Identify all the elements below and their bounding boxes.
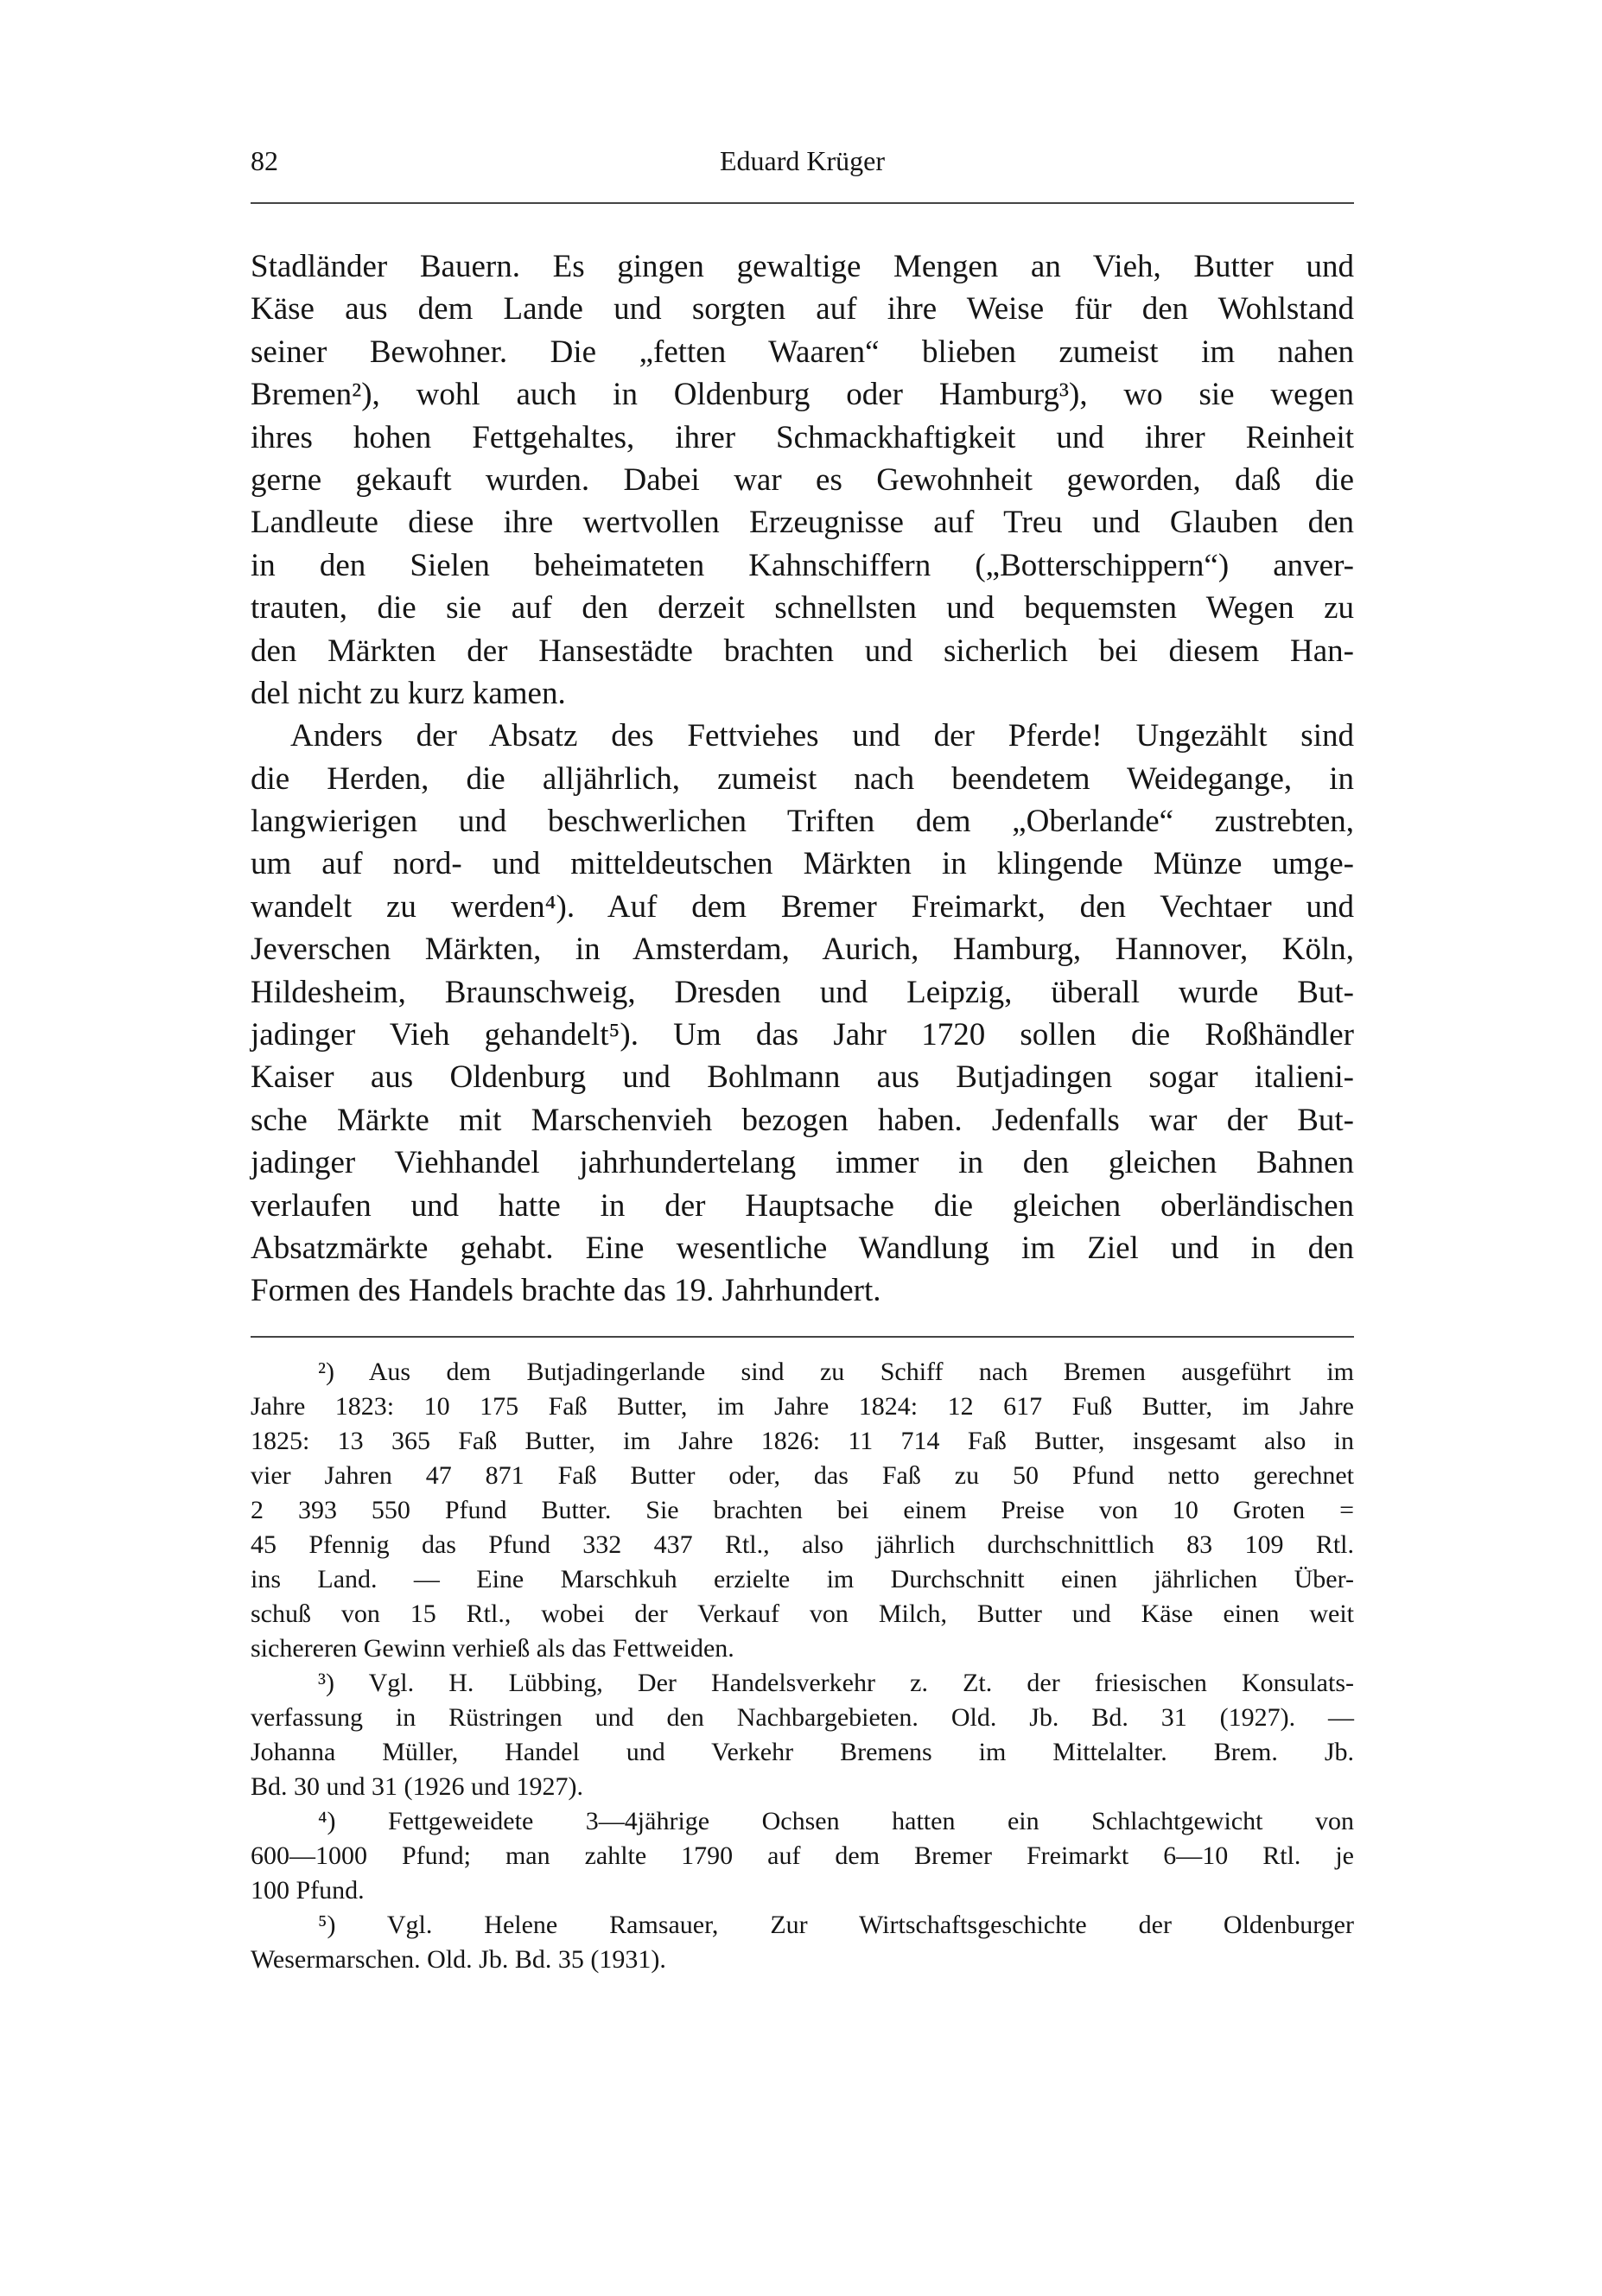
- footnote-line: ins Land. — Eine Marschkuh erzielte im Durchschnitt einen jährlichen Über-: [251, 1565, 1354, 1593]
- body-line: Jeverschen Märkten, in Amsterdam, Aurich, Hamburg, Hannover, Köln,: [251, 932, 1354, 968]
- footnote-line: ⁵) Vgl. Helene Ramsauer, Zur Wirtschaftsgeschichte der Oldenburger: [318, 1911, 1354, 1939]
- footnote-line: ²) Aus dem Butjadingerlande sind zu Schiff nach Bremen ausgeführt im: [318, 1358, 1354, 1386]
- body-line: trauten, die sie auf den derzeit schnellsten und bequemsten Wegen zu: [251, 590, 1354, 626]
- body-line: Formen des Handels brachte das 19. Jahrhundert.: [251, 1273, 881, 1309]
- body-line: Bremen²), wohl auch in Oldenburg oder Hamburg³), wo sie wegen: [251, 377, 1354, 413]
- footnote-line: Bd. 30 und 31 (1926 und 1927).: [251, 1772, 583, 1801]
- body-line: Absatzmärkte gehabt. Eine wesentliche Wandlung im Ziel und in den: [251, 1230, 1354, 1266]
- body-line: den Märkten der Hansestädte brachten und sicherlich bei diesem Han-: [251, 633, 1354, 669]
- footnote-rule: [251, 1336, 1354, 1338]
- body-line: Kaiser aus Oldenburg und Bohlmann aus Butjadingen sogar italieni-: [251, 1059, 1354, 1096]
- footnote-line: verfassung in Rüstringen und den Nachbargebieten. Old. Jb. Bd. 31 (1927). —: [251, 1703, 1354, 1732]
- footnote-line: Wesermarschen. Old. Jb. Bd. 35 (1931).: [251, 1945, 666, 1974]
- body-line: Hildesheim, Braunschweig, Dresden und Leipzig, überall wurde But-: [251, 974, 1354, 1010]
- body-line: Anders der Absatz des Fettviehes und der Pferde! Ungezählt sind: [290, 718, 1354, 754]
- body-line: seiner Bewohner. Die „fetten Waaren“ blieben zumeist im nahen: [251, 334, 1354, 370]
- footnote-line: ⁴) Fettgeweidete 3—4jährige Ochsen hatten ein Schlachtgewicht von: [318, 1807, 1354, 1835]
- footnotes: [251, 1355, 1354, 1977]
- body-line: die Herden, die alljährlich, zumeist nach beendetem Weidegange, in: [251, 760, 1354, 797]
- body-line: sche Märkte mit Marschenvieh bezogen haben. Jedenfalls war der But-: [251, 1102, 1354, 1138]
- body-line: gerne gekauft wurden. Dabei war es Gewohnheit geworden, daß die: [251, 461, 1354, 498]
- body-line: ihres hohen Fettgehaltes, ihrer Schmackhaftigkeit und ihrer Reinheit: [251, 419, 1354, 455]
- header-rule: [251, 202, 1354, 204]
- body-line: jadinger Viehhandel jahrhundertelang immer in den gleichen Bahnen: [251, 1145, 1354, 1181]
- footnote-line: Johanna Müller, Handel und Verkehr Bremens im Mittelalter. Brem. Jb.: [251, 1738, 1354, 1766]
- footnote-line: ³) Vgl. H. Lübbing, Der Handelsverkehr z. Zt. der friesischen Konsulats-: [318, 1669, 1354, 1697]
- page-header: [251, 145, 1354, 183]
- footnote-line: 45 Pfennig das Pfund 332 437 Rtl., also jährlich durchschnittlich 83 109 Rtl.: [251, 1530, 1354, 1559]
- footnote-line: 100 Pfund.: [251, 1876, 365, 1905]
- body-line: langwierigen und beschwerlichen Triften dem „Oberlande“ zustrebten,: [251, 804, 1354, 840]
- body-line: Käse aus dem Lande und sorgten auf ihre Weise für den Wohlstand: [251, 291, 1354, 328]
- body-line: verlaufen und hatte in der Hauptsache die gleichen oberländischen: [251, 1187, 1354, 1224]
- body-line: in den Sielen beheimateten Kahnschiffern („Botterschippern“) anver-: [251, 547, 1354, 583]
- footnote-line: 2 393 550 Pfund Butter. Sie brachten bei einem Preise von 10 Groten =: [251, 1496, 1354, 1524]
- footnote-line: schuß von 15 Rtl., wobei der Verkauf von Milch, Butter und Käse einen weit: [251, 1600, 1354, 1628]
- footnote-line: Jahre 1823: 10 175 Faß Butter, im Jahre 1824: 12 617 Fuß Butter, im Jahre: [251, 1392, 1354, 1421]
- page-number: 82: [251, 145, 278, 176]
- body-line: um auf nord- und mitteldeutschen Märkten in klingende Münze umge-: [251, 846, 1354, 882]
- body-line: del nicht zu kurz kamen.: [251, 675, 566, 711]
- body-line: Stadländer Bauern. Es gingen gewaltige Mengen an Vieh, Butter und: [251, 249, 1354, 284]
- running-title: Eduard Krüger: [719, 145, 886, 176]
- body-text: [251, 245, 1354, 1313]
- footnote-line: sichereren Gewinn verhieß als das Fettweiden.: [251, 1634, 734, 1663]
- footnote-line: 1825: 13 365 Faß Butter, im Jahre 1826: 11 714 Faß Butter, insgesamt also in: [251, 1427, 1354, 1455]
- footnote-line: vier Jahren 47 871 Faß Butter oder, das Faß zu 50 Pfund netto gerechnet: [251, 1461, 1354, 1490]
- body-line: Landleute diese ihre wertvollen Erzeugnisse auf Treu und Glauben den: [251, 505, 1354, 541]
- body-line: jadinger Vieh gehandelt⁵). Um das Jahr 1720 sollen die Roßhändler: [251, 1017, 1354, 1053]
- footnote-line: 600—1000 Pfund; man zahlte 1790 auf dem Bremer Freimarkt 6—10 Rtl. je: [251, 1841, 1354, 1870]
- body-line: wandelt zu werden⁴). Auf dem Bremer Freimarkt, den Vechtaer und: [251, 888, 1354, 925]
